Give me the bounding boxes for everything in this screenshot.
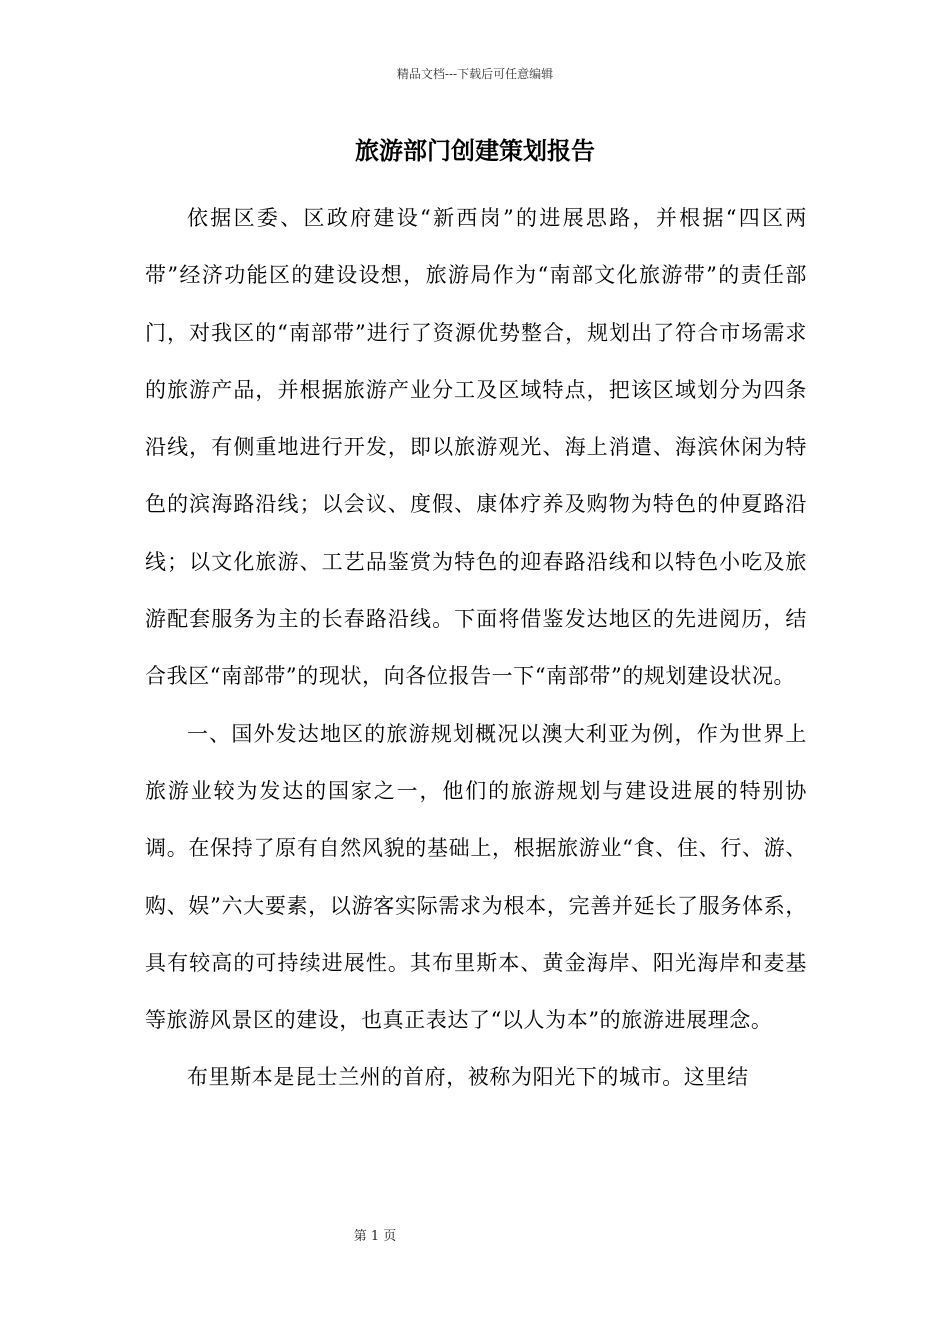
document-body [145,190,807,1107]
document-title: 旅游部门创建策划报告 [355,136,595,165]
page-header: 精品文档---下载后可任意编辑 [396,67,554,81]
paragraph-brisbane: 布里斯本是昆士兰州的首府，被称为阳光下的城市。这里结 [187,1065,749,1090]
paragraph-intro: 依据区委、区政府建设“新西岗”的进展思路，并根据“四区两带”经济功能区的建设设想，旅游局作为“南部文化旅游带”的责任部门，对我区的“南部带”进行了资源优势整合，规划出了符合市场需求的旅游产品，并根据旅游产业分工及区域特点，把该区域划分为四条沿线，有侧重地进行开发，即以旅游观光、海上消遣、海滨休闲为特色的滨海路沿线；以会议、度假、康体疗养及购物为特色的仲夏路沿线；以文化旅游、工艺品鉴赏为特色的迎春路沿线和以特色小吃及旅游配套服务为主的长春路沿线。下面将借鉴发达地区的先进阅历，结合我区“南部带”的现状，向各位报告一下“南部带”的规划建设状况。 [145,206,807,689]
page-number: 第 1 页 [353,1229,397,1244]
paragraph-section-one: 一、国外发达地区的旅游规划概况以澳大利亚为例，作为世界上旅游业较为发达的国家之一，他们的旅游规划与建设进展的特别协调。在保持了原有自然风貌的基础上，根据旅游业“食、住、行、游、购、娱”六大要素，以游客实际需求为根本，完善并延长了服务体系，具有较高的可持续进展性。其布里斯本、黄金海岸、阳光海岸和麦基等旅游风景区的建设，也真正表达了“以人为本”的旅游进展理念。 [145,721,807,1033]
